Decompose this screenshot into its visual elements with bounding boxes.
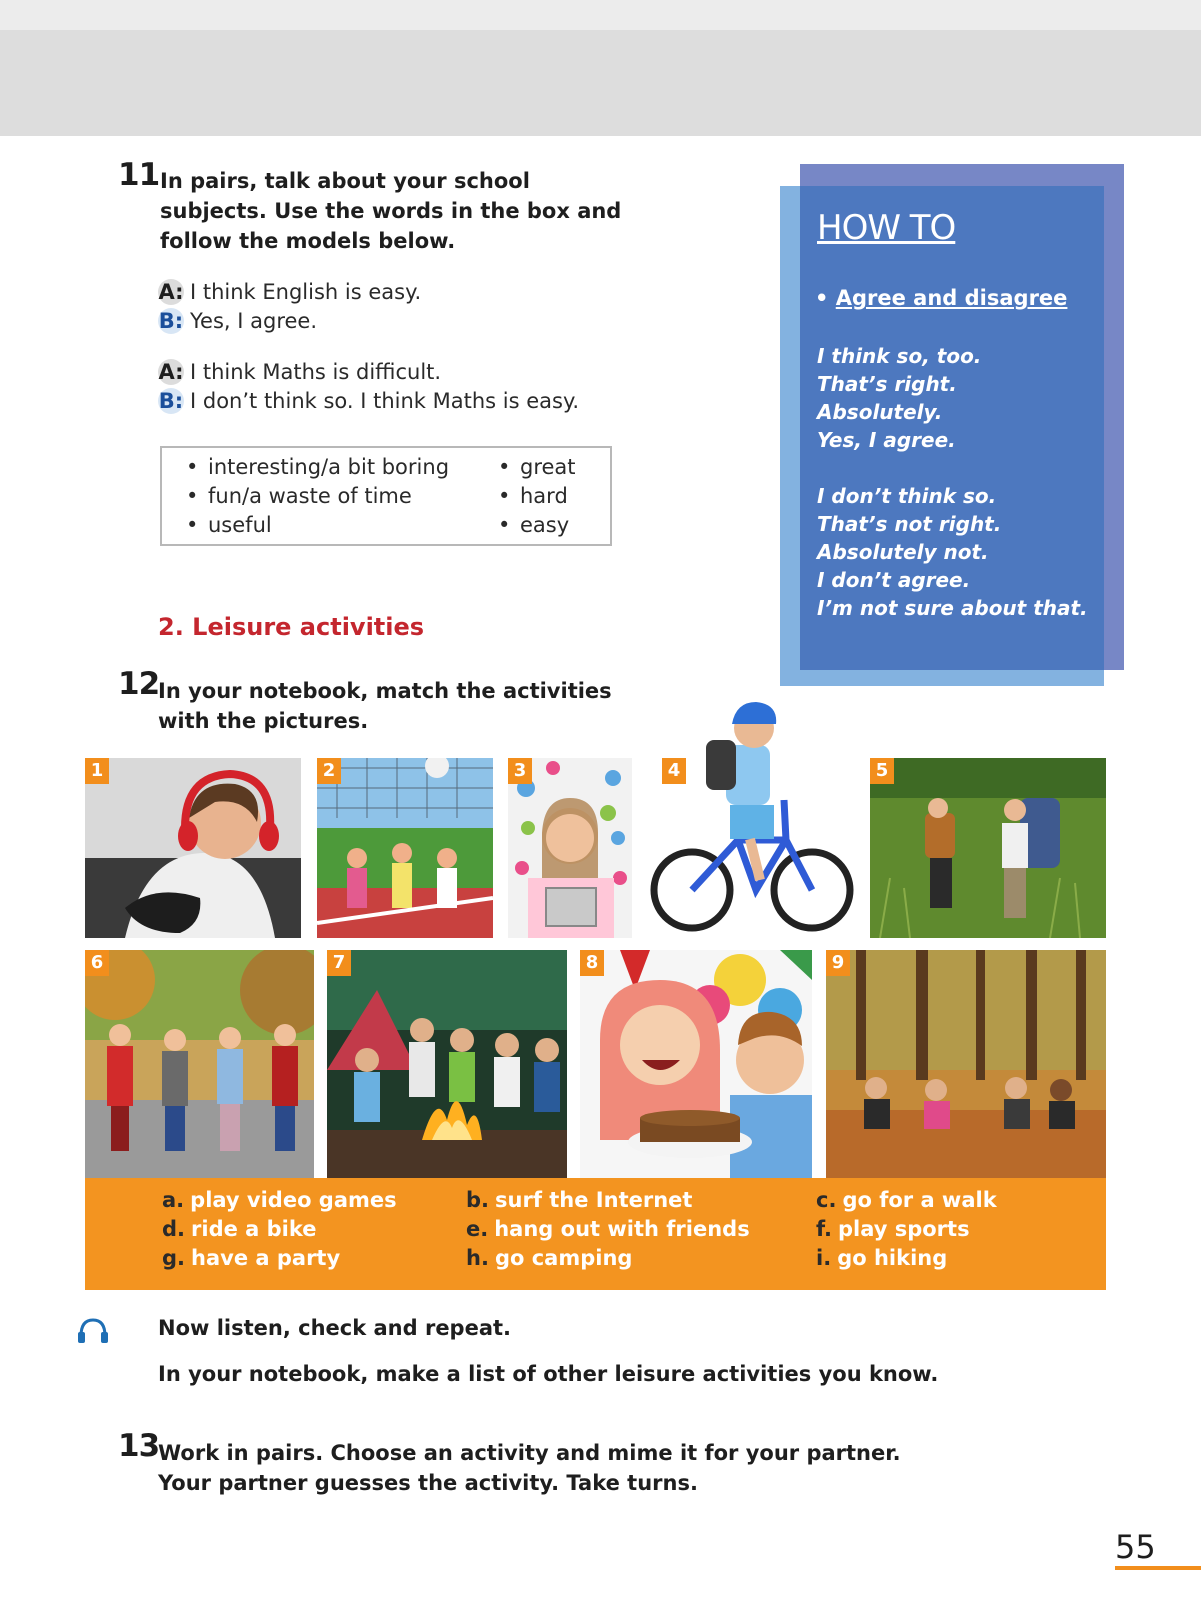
- option-letter: d.: [162, 1217, 186, 1241]
- word-list-left: [186, 453, 449, 540]
- instruction-line: subjects. Use the words in the box and: [160, 199, 622, 223]
- photo-number-badge: 8: [580, 950, 604, 976]
- activity-option: [162, 1186, 397, 1215]
- headphones-icon[interactable]: [76, 1316, 110, 1344]
- exercise-12-number: 12: [118, 666, 160, 702]
- disagree-phrases: [817, 482, 1088, 622]
- option-letter: g.: [162, 1246, 186, 1270]
- option-text: ride a bike: [191, 1217, 317, 1241]
- instruction-line: follow the models below.: [160, 229, 456, 253]
- photo-number-badge: 7: [327, 950, 351, 976]
- option-text: play sports: [837, 1217, 970, 1241]
- photo-number-badge: 1: [85, 758, 109, 784]
- options-column-1: [162, 1186, 397, 1273]
- photo-video-gamer: [85, 758, 301, 938]
- howto-heading-text: Agree and disagree: [835, 286, 1068, 310]
- phrase: That’s right.: [817, 372, 957, 396]
- option-text: play video games: [190, 1188, 397, 1212]
- word-box: [160, 446, 612, 546]
- page-header-band: [0, 30, 1201, 136]
- option-letter: h.: [466, 1246, 489, 1270]
- instruction-line: In your notebook, match the activities: [158, 679, 612, 703]
- option-text: go for a walk: [842, 1188, 997, 1212]
- photo-camping: [327, 950, 567, 1178]
- photo-number-badge: 2: [317, 758, 341, 784]
- howto-heading: • Agree and disagree: [815, 286, 1068, 310]
- model-dialogue-2: [158, 358, 579, 416]
- phrase: I don’t agree.: [817, 568, 971, 592]
- photo-number-badge: 4: [662, 758, 686, 784]
- list-task-instruction: In your notebook, make a list of other leisure activities you know.: [158, 1362, 939, 1386]
- phrase: I’m not sure about that.: [817, 596, 1088, 620]
- instruction-line: Your partner guesses the activity. Take turns.: [158, 1471, 698, 1495]
- photo-number-badge: 9: [826, 950, 850, 976]
- word-item: • fun/a waste of time: [186, 482, 449, 511]
- activity-option: [816, 1186, 997, 1215]
- speaker-b-label: B:: [158, 309, 184, 333]
- word-item: • hard: [498, 482, 576, 511]
- options-column-3: [816, 1186, 997, 1273]
- photo-volleyball: [317, 758, 493, 938]
- word-item: • useful: [186, 511, 449, 540]
- word-item: • interesting/a bit boring: [186, 453, 449, 482]
- instruction-line: In pairs, talk about your school: [160, 169, 530, 193]
- instruction-line: Work in pairs. Choose an activity and mime it for your partner.: [158, 1441, 901, 1465]
- page-number-rule: [1115, 1566, 1201, 1570]
- speaker-a-label: A:: [158, 360, 184, 384]
- option-text: surf the Internet: [495, 1188, 693, 1212]
- options-column-2: [466, 1186, 750, 1273]
- photo-walking-friends: [85, 950, 314, 1178]
- dialogue-line: Yes, I agree.: [190, 309, 318, 333]
- activity-option: [466, 1244, 750, 1273]
- option-text: hang out with friends: [494, 1217, 750, 1241]
- phrase: That’s not right.: [817, 512, 1002, 536]
- model-dialogue-1: [158, 278, 421, 336]
- exercise-11-instruction: [160, 166, 621, 256]
- dialogue-line: I don’t think so. I think Maths is easy.: [190, 389, 580, 413]
- word-item: • great: [498, 453, 576, 482]
- speaker-b-label: B:: [158, 389, 184, 413]
- activity-option: [162, 1244, 397, 1273]
- page-top-strip: [0, 0, 1201, 30]
- listen-instruction: Now listen, check and repeat.: [158, 1316, 512, 1340]
- photo-bike-boy: [646, 690, 856, 938]
- activity-option: [816, 1215, 997, 1244]
- page-number: 55: [1115, 1528, 1156, 1566]
- phrase: Absolutely.: [817, 400, 943, 424]
- option-letter: e.: [466, 1217, 489, 1241]
- photo-party: [580, 950, 812, 1178]
- option-text: have a party: [191, 1246, 341, 1270]
- activity-option: [466, 1186, 750, 1215]
- exercise-11-number: 11: [118, 157, 160, 193]
- speaker-a-label: A:: [158, 280, 184, 304]
- photo-tablet-girl: [508, 758, 632, 938]
- option-text: go hiking: [837, 1246, 948, 1270]
- word-list-right: [498, 453, 576, 540]
- activity-option: [162, 1215, 397, 1244]
- agree-phrases: [817, 342, 981, 454]
- phrase: Yes, I agree.: [817, 428, 956, 452]
- phrase: Absolutely not.: [817, 540, 989, 564]
- activity-option: [466, 1215, 750, 1244]
- dialogue-line: I think English is easy.: [190, 280, 422, 304]
- option-letter: b.: [466, 1188, 490, 1212]
- exercise-13-number: 13: [118, 1428, 160, 1464]
- photo-hikers: [870, 758, 1106, 938]
- word-item: • easy: [498, 511, 576, 540]
- photo-friends-park: [826, 950, 1106, 1178]
- option-text: go camping: [494, 1246, 633, 1270]
- photo-number-badge: 6: [85, 950, 109, 976]
- phrase: I think so, too.: [817, 344, 982, 368]
- option-letter: a.: [162, 1188, 185, 1212]
- option-letter: c.: [816, 1188, 837, 1212]
- activity-option: [816, 1244, 997, 1273]
- option-letter: i.: [816, 1246, 832, 1270]
- howto-title: HOW TO: [817, 208, 956, 248]
- exercise-12-instruction: [158, 676, 612, 736]
- exercise-13-instruction: [158, 1438, 901, 1498]
- phrase: I don’t think so.: [817, 484, 997, 508]
- option-letter: f.: [816, 1217, 832, 1241]
- dialogue-line: I think Maths is difficult.: [190, 360, 442, 384]
- photo-number-badge: 3: [508, 758, 532, 784]
- instruction-line: with the pictures.: [158, 709, 369, 733]
- section-title: 2. Leisure activities: [158, 613, 425, 641]
- photo-number-badge: 5: [870, 758, 894, 784]
